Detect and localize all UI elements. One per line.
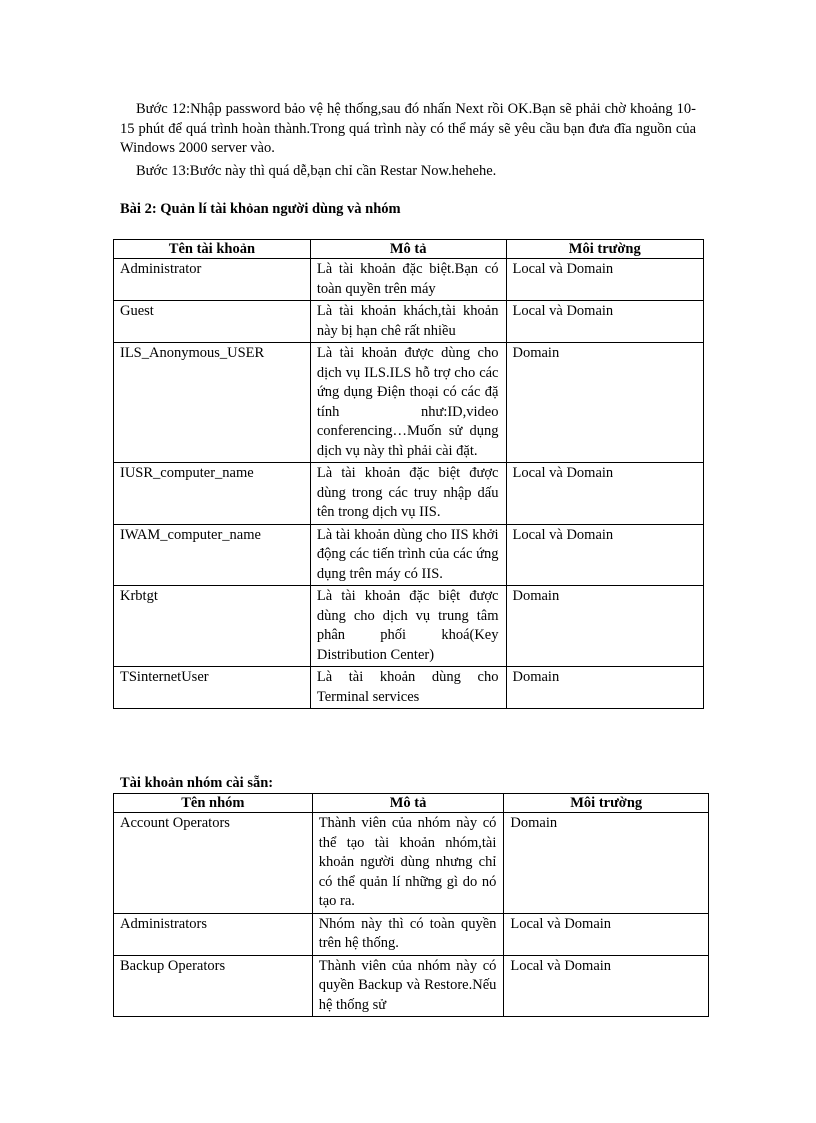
account-name-cell: IWAM_computer_name	[114, 524, 311, 586]
account-name-cell: Administrator	[114, 259, 311, 301]
section-title-groups: Tài khoản nhóm cài sẵn:	[120, 775, 274, 791]
group-env-cell: Domain	[504, 813, 709, 914]
table-row	[114, 343, 704, 463]
step-12-paragraph: Bước 12:Nhập password bảo vệ hệ thống,sau đó nhấn Next rồi OK.Bạn sẽ phải chờ khoảng 10-15 phút để quá trình hoàn thành.Trong quá trình này có thể máy sẽ yêu cầu bạn đưa đĩa nguồn của Windows 2000 server vào.	[120, 101, 696, 156]
section-title-accounts: Bài 2: Quản lí tài khỏan người dùng và nhóm	[120, 201, 401, 217]
account-env-cell: Local và Domain	[506, 463, 704, 525]
header-description: Mô tả	[310, 240, 506, 259]
table-row	[114, 667, 704, 709]
group-env-cell: Local và Domain	[504, 955, 709, 1017]
account-desc-cell: Là tài khoản đặc biệt.Bạn có toàn quyền trên máy	[310, 259, 506, 301]
built-in-groups-table	[113, 793, 709, 1017]
group-desc-cell: Thành viên của nhóm này có quyền Backup và Restore.Nếu hệ thống sử	[312, 955, 504, 1017]
account-name-cell: IUSR_computer_name	[114, 463, 311, 525]
group-env-cell: Local và Domain	[504, 913, 709, 955]
header-environment: Môi trường	[504, 794, 709, 813]
table-header-row	[114, 794, 709, 813]
group-name-cell: Account Operators	[114, 813, 313, 914]
account-env-cell: Domain	[506, 343, 704, 463]
header-environment: Môi trường	[506, 240, 704, 259]
account-env-cell: Local và Domain	[506, 301, 704, 343]
account-desc-cell: Là tài khoản dùng cho Terminal services	[310, 667, 506, 709]
account-env-cell: Domain	[506, 586, 704, 667]
account-desc-cell: Là tài khoản đặc biệt được dùng trong các truy nhập dấu tên trong dịch vụ IIS.	[310, 463, 506, 525]
table-row	[114, 586, 704, 667]
account-env-cell: Local và Domain	[506, 524, 704, 586]
account-env-cell: Domain	[506, 667, 704, 709]
account-desc-cell: Là tài khoản dùng cho IIS khởi động các tiến trình của các ứng dụng trên máy có IIS.	[310, 524, 506, 586]
account-name-cell: TSinternetUser	[114, 667, 311, 709]
group-name-cell: Backup Operators	[114, 955, 313, 1017]
table-header-row	[114, 240, 704, 259]
table-row	[114, 524, 704, 586]
header-group-name: Tên nhóm	[114, 794, 313, 813]
account-name-cell: Guest	[114, 301, 311, 343]
header-account-name: Tên tài khoản	[114, 240, 311, 259]
table-row	[114, 259, 704, 301]
table-row	[114, 463, 704, 525]
group-name-cell: Administrators	[114, 913, 313, 955]
table-row	[114, 913, 709, 955]
account-name-cell: ILS_Anonymous_USER	[114, 343, 311, 463]
table-row	[114, 813, 709, 914]
account-desc-cell: Là tài khoản khách,tài khoản này bị hạn chê rất nhiều	[310, 301, 506, 343]
user-accounts-table	[113, 239, 704, 709]
table-row	[114, 955, 709, 1017]
account-name-cell: Krbtgt	[114, 586, 311, 667]
account-desc-cell: Là tài khoản đặc biệt được dùng cho dịch vụ trung tâm phân phối khoá(Key Distribution Center)	[310, 586, 506, 667]
header-description: Mô tả	[312, 794, 504, 813]
account-desc-cell: Là tài khoản được dùng cho dịch vụ ILS.ILS hỗ trợ cho các ứng dụng Điện thoại có các đặ tính như:ID,video conferencing…Muốn sử dụng dịch vụ này thì phải cài đặt.	[310, 343, 506, 463]
account-env-cell: Local và Domain	[506, 259, 704, 301]
step-13-paragraph: Bước 13:Bước này thì quá dễ,bạn chỉ cần Restar Now.hehehe.	[136, 163, 497, 179]
group-desc-cell: Nhóm này thì có toàn quyền trên hệ thống.	[312, 913, 504, 955]
table-row	[114, 301, 704, 343]
group-desc-cell: Thành viên của nhóm này có thể tạo tài khoản nhóm,tài khoản người dùng nhưng chỉ có thể quản lí những gì do nó tạo ra.	[312, 813, 504, 914]
